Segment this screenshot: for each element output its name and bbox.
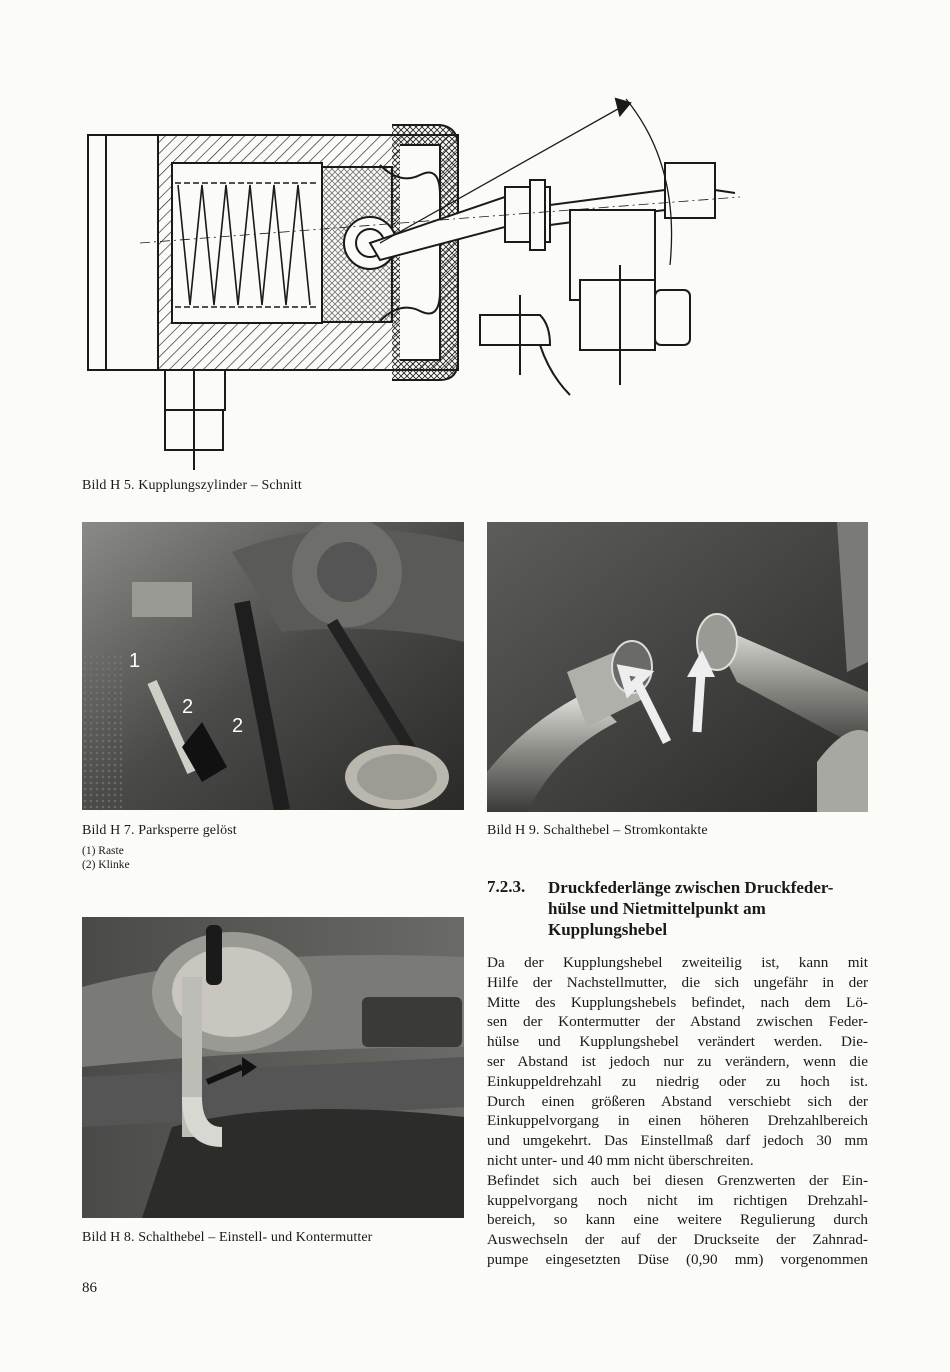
body-line: Auswechseln der auf der Druckseite der Zahnrad-: [487, 1231, 868, 1249]
figure-h7-label-1: 1: [129, 650, 141, 672]
body-line: und umgekehrt. Das Einstellmaß darf jedoch 30 mm: [487, 1132, 868, 1150]
figure-h7-legend-1: (1) Raste: [82, 845, 124, 857]
body-line: bereich, so kann eine weitere Regulierung durch: [487, 1211, 868, 1229]
figure-h7-label-2b: 2: [232, 715, 244, 737]
figure-h8-caption: Bild H 8. Schalthebel – Einstell- und Kontermutter: [82, 1230, 373, 1245]
body-line: sen der Kontermutter der Abstand zwischen Feder-: [487, 1013, 868, 1031]
section-title: [548, 877, 878, 940]
body-line: Hilfe der Nachstellmutter, die sich ungefähr in der: [487, 973, 868, 991]
body-line: ser Abstand ist jedoch nur zu verändern, wenn die: [487, 1052, 868, 1070]
body-line: Einkuppeldrehzahl zu niedrig oder zu hoch ist.: [487, 1072, 868, 1090]
body-line: Durch einen größeren Abstand verschiebt sich der: [487, 1092, 868, 1110]
body-line: nicht unter- und 40 mm nicht überschreiten.: [487, 1151, 754, 1169]
body-line: kuppelvorgang noch nicht im richtigen Drehzahl-: [487, 1191, 868, 1209]
section-title-line: Kupplungshebel: [548, 920, 668, 939]
figure-h5-drawing: [80, 85, 740, 470]
body-line: hülse und Kupplungshebel verändert werden. Die-: [487, 1033, 868, 1051]
section-title-line: Druckfederlänge zwischen Druckfeder-: [548, 878, 834, 897]
body-line: Einkuppelvorgang in einen höheren Drehzahlbereich: [487, 1112, 868, 1130]
figure-h8-photo: [82, 917, 464, 1218]
body-line: Mitte des Kupplungshebels befindet, nach dem Lö-: [487, 993, 868, 1011]
figure-h5-caption: Bild H 5. Kupplungszylinder – Schnitt: [82, 478, 302, 493]
figure-h7-label-2a: 2: [182, 696, 194, 718]
figure-h7-caption: Bild H 7. Parksperre gelöst: [82, 823, 237, 838]
figure-h9-caption: Bild H 9. Schalthebel – Stromkontakte: [487, 823, 708, 838]
body-line: pumpe eingesetzten Düse (0,90 mm) vorgenommen: [487, 1250, 868, 1268]
section-title-line: hülse und Nietmittelpunkt am: [548, 899, 766, 918]
figure-h7-photo: [82, 522, 464, 810]
page-number: 86: [82, 1280, 97, 1296]
body-line: Da der Kupplungshebel zweiteilig ist, kann mit: [487, 954, 868, 971]
figure-h7-legend-2: (2) Klinke: [82, 859, 130, 871]
body-text: [487, 953, 868, 1270]
body-line: Befindet sich auch bei diesen Grenzwerten der Ein-: [487, 1171, 868, 1189]
section-number: 7.2.3.: [487, 877, 526, 896]
figure-h9-photo: [487, 522, 868, 812]
